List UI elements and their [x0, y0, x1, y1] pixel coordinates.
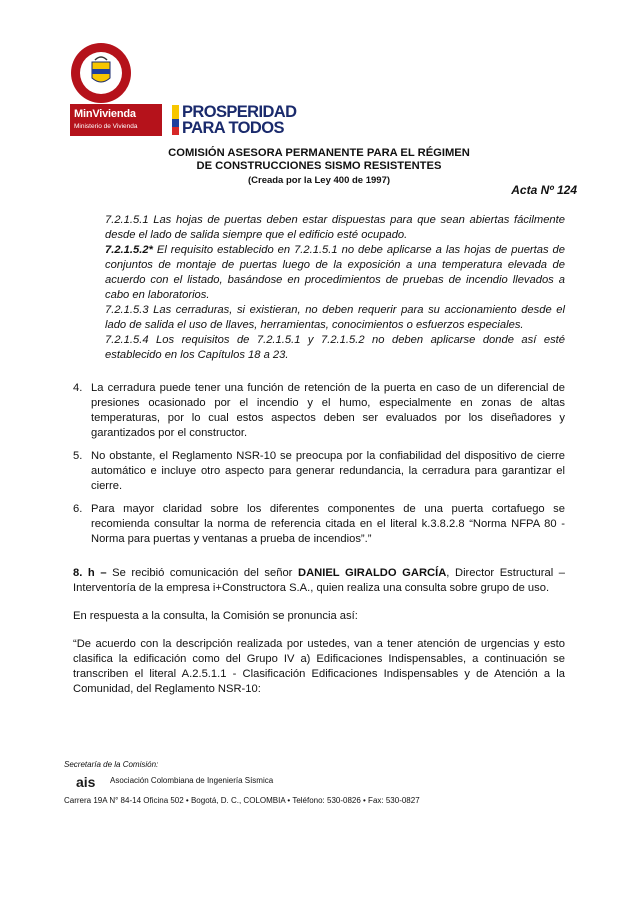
list-item [73, 502, 565, 547]
section-8h [73, 566, 565, 596]
clause-label: 7.2.1.5.2* [105, 244, 153, 256]
flag-red-icon [172, 127, 179, 135]
footer-secretaria: Secretaría de la Comisión: [64, 760, 159, 769]
clause-7-2-1-5-1: 7.2.1.5.1 Las hojas de puertas deben estar dispuestas para que sean abiertas fácilmente desde el lado de salida siempre que el edificio esté ocupado. [105, 214, 565, 241]
ais-logo [76, 775, 104, 789]
ministry-subtitle: Ministerio de Vivienda [74, 123, 138, 130]
flag-blue-icon [172, 119, 179, 127]
clause-7-2-1-5-2 [105, 243, 565, 303]
section-text-2: , Director Estructural – Interventoría de la empresa i+Constructora S.A., quien realiza una consulta sobre grupo de uso. [73, 567, 565, 594]
list-item [73, 449, 565, 494]
list-item-number: 5. [73, 450, 83, 462]
prosperidad-logo [172, 103, 302, 139]
commission-title-line2: DE CONSTRUCCIONES SISMO RESISTENTES [196, 160, 442, 172]
quote-paragraph: “De acuerdo con la descripción realizada por ustedes, van a tener atención de urgencias y esto clasifica la edificación como del Grupo IV a) Edificaciones Indispensables, a continuación se transcriben el literal A.2.5.1.1 - Clasificación Edificaciones Indispensables y de Atención a la Comunidad, del Reglamento NSR-10: [73, 638, 565, 695]
clause-text: El requisito establecido en 7.2.1.5.1 no debe aplicarse a las hojas de puertas de conjuntos de montaje de puertas luego de la exposición a una temperatura elevada de acuerdo con el listado, basándose en procedimientos de pruebas de incendio llevados a cabo en laboratorios. [105, 244, 565, 301]
list-item-text: Para mayor claridad sobre los diferentes componentes de una puerta cortafuego se recomienda consultar la norma de referencia citada en el literal k.3.8.2.8 “Norma NFPA 80 - Norma para puertas y ventanas a prueba de incendios”.” [91, 503, 565, 545]
minvivienda-logo [70, 104, 162, 136]
footer-asociacion: Asociación Colombiana de Ingeniería Sísmica [110, 776, 274, 785]
list-item [73, 381, 565, 441]
commission-title-line1: COMISIÓN ASESORA PERMANENTE PARA EL RÉGIMEN [168, 147, 470, 159]
prosperidad-line2: PARA TODOS [182, 119, 284, 137]
acta-number: Acta Nº 124 [511, 183, 577, 197]
commission-subtitle: (Creada por la Ley 400 de 1997) [247, 175, 391, 186]
footer-address: Carrera 19A N° 84-14 Oficina 502 • Bogotá, D. C., COLOMBIA • Teléfono: 530-0826 • Fax: 530-0827 [64, 796, 420, 805]
list-item-number: 6. [73, 503, 83, 515]
prosperidad-line1: PROSPERIDAD [182, 103, 297, 121]
person-name: DANIEL GIRALDO GARCÍA [297, 567, 447, 579]
ministry-name: MinVivienda [74, 108, 136, 120]
flag-yellow-icon [172, 105, 179, 119]
clause-7-2-1-5-4: 7.2.1.5.4 Los requisitos de 7.2.1.5.1 y 7.2.1.5.2 no deben aplicarse donde así esté establecido en los Capítulos 18 a 23. [105, 334, 565, 361]
list-item-text: La cerradura puede tener una función de retención de la puerta en caso de un diferencial de presiones ocasionado por el incendio y el humo, especialmente en zonas de altas temperaturas, por lo cual estos aspectos deben ser evaluados por los diseñadores y garantizados por el constructor. [91, 382, 565, 439]
list-item-number: 4. [73, 382, 83, 394]
coat-of-arms-seal-icon [70, 42, 132, 104]
list-item-text: No obstante, el Reglamento NSR-10 se preocupa por la confiabilidad del dispositivo de cierre automático e incluye otro aspecto para generar redundancia, la cerradura para garantizar el cierre. [91, 450, 565, 492]
section-label: 8. h – [73, 567, 107, 579]
ais-logo-text: ais [76, 775, 96, 789]
clause-7-2-1-5-3: 7.2.1.5.3 Las cerraduras, si existieran, no deben requerir para su accionamiento desde el lado de salida el uso de llaves, herramientas, conocimientos o esfuerzos especiales. [105, 304, 565, 331]
response-paragraph: En respuesta a la consulta, la Comisión se pronuncia así: [73, 610, 358, 622]
section-text-1: Se recibió comunicación del señor [106, 567, 298, 579]
